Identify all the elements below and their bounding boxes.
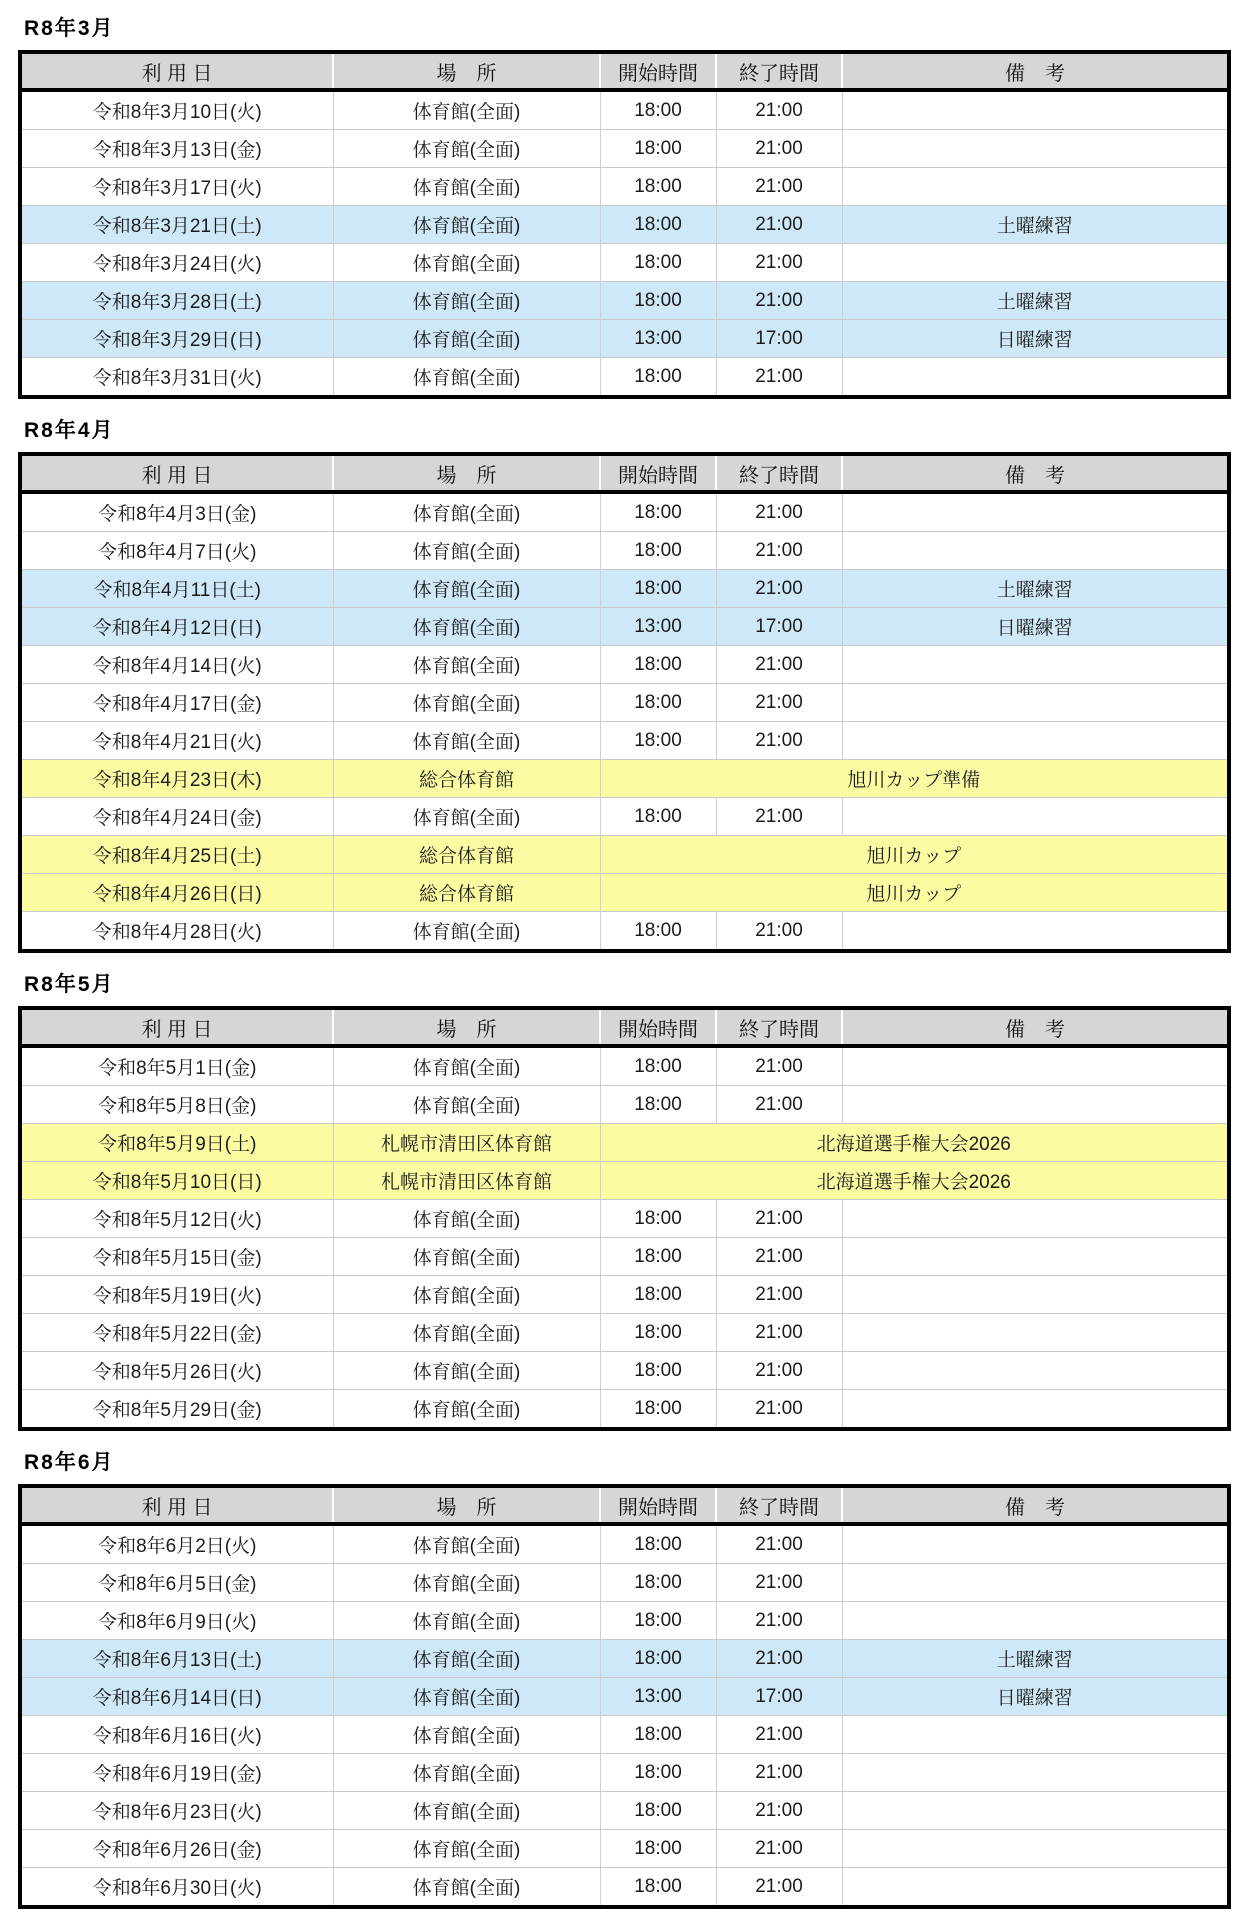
place-cell: 体育館(全面) [333, 1314, 600, 1352]
place-cell: 体育館(全面) [333, 1640, 600, 1678]
date-cell: 令和8年5月8日(金) [20, 1086, 333, 1124]
column-header: 終了時間 [716, 1008, 842, 1046]
start-time-cell: 18:00 [600, 358, 716, 398]
note-cell [842, 1352, 1229, 1390]
table-row [20, 684, 1229, 722]
note-cell: 土曜練習 [842, 1640, 1229, 1678]
start-time-cell: 18:00 [600, 1314, 716, 1352]
end-time-cell: 21:00 [716, 1352, 842, 1390]
note-cell [842, 130, 1229, 168]
place-cell: 体育館(全面) [333, 1754, 600, 1792]
end-time-cell: 21:00 [716, 130, 842, 168]
event-cell: 北海道選手権大会2026 [600, 1124, 1229, 1162]
date-cell: 令和8年5月19日(火) [20, 1276, 333, 1314]
place-cell: 体育館(全面) [333, 90, 600, 130]
note-cell [842, 1564, 1229, 1602]
start-time-cell: 18:00 [600, 798, 716, 836]
table-row [20, 874, 1229, 912]
month-title: R8年4月 [24, 419, 115, 442]
place-cell: 体育館(全面) [333, 358, 600, 398]
end-time-cell: 21:00 [716, 1046, 842, 1086]
note-cell [842, 1046, 1229, 1086]
note-cell [842, 912, 1229, 952]
place-cell: 体育館(全面) [333, 1276, 600, 1314]
table-row [20, 570, 1229, 608]
column-header: 場 所 [333, 1486, 600, 1524]
column-header: 終了時間 [716, 454, 842, 492]
table-row [20, 358, 1229, 398]
table-row [20, 130, 1229, 168]
end-time-cell: 17:00 [716, 320, 842, 358]
note-cell: 土曜練習 [842, 570, 1229, 608]
table-row [20, 722, 1229, 760]
end-time-cell: 21:00 [716, 1200, 842, 1238]
date-cell: 令和8年3月31日(火) [20, 358, 333, 398]
place-cell: 体育館(全面) [333, 912, 600, 952]
start-time-cell: 18:00 [600, 492, 716, 532]
start-time-cell: 18:00 [600, 1524, 716, 1564]
place-cell: 体育館(全面) [333, 608, 600, 646]
place-cell: 総合体育館 [333, 836, 600, 874]
end-time-cell: 21:00 [716, 1390, 842, 1430]
schedule-table [18, 1006, 1231, 1431]
column-header: 利 用 日 [20, 1008, 333, 1046]
start-time-cell: 18:00 [600, 168, 716, 206]
start-time-cell: 18:00 [600, 1200, 716, 1238]
event-cell: 旭川カップ [600, 874, 1229, 912]
schedule-document [18, 12, 1229, 1909]
event-cell: 北海道選手権大会2026 [600, 1162, 1229, 1200]
end-time-cell: 21:00 [716, 244, 842, 282]
date-cell: 令和8年4月26日(日) [20, 874, 333, 912]
end-time-cell: 21:00 [716, 1792, 842, 1830]
place-cell: 体育館(全面) [333, 206, 600, 244]
end-time-cell: 21:00 [716, 1564, 842, 1602]
table-row [20, 1276, 1229, 1314]
month-title: R8年3月 [24, 17, 115, 40]
note-cell: 土曜練習 [842, 282, 1229, 320]
table-row [20, 1564, 1229, 1602]
date-cell: 令和8年3月17日(火) [20, 168, 333, 206]
column-header: 開始時間 [600, 1008, 716, 1046]
month-section [18, 968, 1229, 1431]
note-cell [842, 244, 1229, 282]
start-time-cell: 13:00 [600, 608, 716, 646]
table-row [20, 760, 1229, 798]
place-cell: 体育館(全面) [333, 1086, 600, 1124]
note-cell [842, 492, 1229, 532]
date-cell: 令和8年3月29日(日) [20, 320, 333, 358]
start-time-cell: 18:00 [600, 244, 716, 282]
place-cell: 札幌市清田区体育館 [333, 1162, 600, 1200]
start-time-cell: 18:00 [600, 1046, 716, 1086]
end-time-cell: 21:00 [716, 1640, 842, 1678]
date-cell: 令和8年6月19日(金) [20, 1754, 333, 1792]
table-row [20, 912, 1229, 952]
month-title: R8年6月 [24, 1451, 115, 1474]
date-cell: 令和8年6月16日(火) [20, 1716, 333, 1754]
start-time-cell: 18:00 [600, 1792, 716, 1830]
start-time-cell: 18:00 [600, 1086, 716, 1124]
place-cell: 総合体育館 [333, 760, 600, 798]
table-row [20, 1792, 1229, 1830]
place-cell: 体育館(全面) [333, 168, 600, 206]
date-cell: 令和8年4月17日(金) [20, 684, 333, 722]
end-time-cell: 21:00 [716, 1238, 842, 1276]
note-cell [842, 722, 1229, 760]
note-cell [842, 1716, 1229, 1754]
table-row [20, 1678, 1229, 1716]
date-cell: 令和8年6月26日(金) [20, 1830, 333, 1868]
start-time-cell: 13:00 [600, 320, 716, 358]
start-time-cell: 18:00 [600, 1276, 716, 1314]
place-cell: 体育館(全面) [333, 1792, 600, 1830]
table-row [20, 532, 1229, 570]
start-time-cell: 18:00 [600, 1390, 716, 1430]
note-cell [842, 1524, 1229, 1564]
table-row [20, 1754, 1229, 1792]
date-cell: 令和8年5月15日(金) [20, 1238, 333, 1276]
end-time-cell: 21:00 [716, 1086, 842, 1124]
place-cell: 体育館(全面) [333, 244, 600, 282]
end-time-cell: 21:00 [716, 646, 842, 684]
place-cell: 体育館(全面) [333, 1390, 600, 1430]
place-cell: 体育館(全面) [333, 1830, 600, 1868]
column-header: 利 用 日 [20, 454, 333, 492]
end-time-cell: 21:00 [716, 722, 842, 760]
place-cell: 体育館(全面) [333, 1602, 600, 1640]
end-time-cell: 17:00 [716, 608, 842, 646]
end-time-cell: 21:00 [716, 1524, 842, 1564]
note-cell [842, 798, 1229, 836]
table-row [20, 1830, 1229, 1868]
column-header: 開始時間 [600, 454, 716, 492]
note-cell [842, 1314, 1229, 1352]
column-header: 場 所 [333, 454, 600, 492]
table-row [20, 492, 1229, 532]
note-cell [842, 1754, 1229, 1792]
table-row [20, 206, 1229, 244]
note-cell [842, 532, 1229, 570]
note-cell [842, 646, 1229, 684]
date-cell: 令和8年4月11日(土) [20, 570, 333, 608]
date-cell: 令和8年4月12日(日) [20, 608, 333, 646]
date-cell: 令和8年6月23日(火) [20, 1792, 333, 1830]
table-row [20, 798, 1229, 836]
date-cell: 令和8年5月1日(金) [98, 1058, 257, 1079]
date-cell: 令和8年4月28日(火) [20, 912, 333, 952]
place-cell: 総合体育館 [333, 874, 600, 912]
start-time-cell: 18:00 [600, 1830, 716, 1868]
table-row [20, 1640, 1229, 1678]
table-row [20, 1390, 1229, 1430]
end-time-cell: 21:00 [716, 282, 842, 320]
date-cell: 令和8年6月30日(火) [20, 1868, 333, 1908]
note-cell [842, 1276, 1229, 1314]
column-header: 備 考 [842, 1008, 1229, 1046]
start-time-cell: 18:00 [600, 1868, 716, 1908]
start-time-cell: 18:00 [600, 722, 716, 760]
end-time-cell: 21:00 [716, 1716, 842, 1754]
event-cell: 旭川カップ [600, 836, 1229, 874]
note-cell [842, 1830, 1229, 1868]
date-cell: 令和8年4月25日(土) [20, 836, 333, 874]
start-time-cell: 18:00 [600, 206, 716, 244]
column-header: 開始時間 [600, 1486, 716, 1524]
table-row [20, 90, 1229, 130]
schedule-table [18, 452, 1231, 953]
date-cell: 令和8年5月26日(火) [20, 1352, 333, 1390]
date-cell: 令和8年5月29日(金) [20, 1390, 333, 1430]
note-cell [842, 168, 1229, 206]
table-row [20, 1716, 1229, 1754]
date-cell: 令和8年6月9日(火) [20, 1602, 333, 1640]
date-cell: 令和8年3月21日(土) [20, 206, 333, 244]
table-row [20, 608, 1229, 646]
place-cell: 体育館(全面) [333, 130, 600, 168]
place-cell: 体育館(全面) [333, 1868, 600, 1908]
date-cell: 令和8年5月22日(金) [20, 1314, 333, 1352]
event-cell: 旭川カップ準備 [600, 760, 1229, 798]
table-row [20, 282, 1229, 320]
end-time-cell: 21:00 [716, 206, 842, 244]
start-time-cell: 18:00 [600, 282, 716, 320]
note-cell [842, 1390, 1229, 1430]
end-time-cell: 21:00 [716, 684, 842, 722]
note-cell: 日曜練習 [842, 320, 1229, 358]
end-time-cell: 17:00 [716, 1678, 842, 1716]
table-row [20, 1524, 1229, 1564]
date-cell: 令和8年6月14日(日) [20, 1678, 333, 1716]
end-time-cell: 21:00 [716, 90, 842, 130]
start-time-cell: 18:00 [600, 1754, 716, 1792]
table-row [20, 1352, 1229, 1390]
table-row [20, 320, 1229, 358]
date-cell: 令和8年3月13日(金) [20, 130, 333, 168]
header-row [20, 1008, 1229, 1046]
place-cell: 体育館(全面) [333, 1678, 600, 1716]
start-time-cell: 18:00 [600, 532, 716, 570]
end-time-cell: 21:00 [716, 168, 842, 206]
note-cell: 日曜練習 [842, 1678, 1229, 1716]
note-cell: 日曜練習 [842, 608, 1229, 646]
start-time-cell: 18:00 [600, 912, 716, 952]
place-cell: 体育館(全面) [333, 722, 600, 760]
place-cell: 体育館(全面) [333, 532, 600, 570]
place-cell: 体育館(全面) [333, 646, 600, 684]
schedule-table [18, 50, 1231, 399]
date-cell: 令和8年3月10日(火) [92, 102, 262, 123]
table-row [20, 1046, 1229, 1086]
start-time-cell: 18:00 [600, 1640, 716, 1678]
date-cell: 令和8年5月9日(土) [20, 1124, 333, 1162]
column-header: 終了時間 [716, 1486, 842, 1524]
note-cell [842, 90, 1229, 130]
start-time-cell: 18:00 [600, 684, 716, 722]
column-header: 備 考 [842, 454, 1229, 492]
column-header: 場 所 [333, 52, 600, 90]
start-time-cell: 18:00 [600, 1564, 716, 1602]
start-time-cell: 18:00 [600, 1716, 716, 1754]
table-row [20, 1086, 1229, 1124]
date-cell: 令和8年6月13日(土) [20, 1640, 333, 1678]
start-time-cell: 18:00 [600, 1352, 716, 1390]
table-row [20, 244, 1229, 282]
date-cell: 令和8年6月2日(火) [98, 1536, 257, 1557]
end-time-cell: 21:00 [716, 532, 842, 570]
note-cell: 土曜練習 [842, 206, 1229, 244]
end-time-cell: 21:00 [716, 570, 842, 608]
note-cell [842, 1200, 1229, 1238]
end-time-cell: 21:00 [716, 912, 842, 952]
place-cell: 体育館(全面) [333, 798, 600, 836]
end-time-cell: 21:00 [716, 492, 842, 532]
table-row [20, 836, 1229, 874]
note-cell [842, 1792, 1229, 1830]
table-row [20, 1314, 1229, 1352]
place-cell: 体育館(全面) [333, 1046, 600, 1086]
column-header: 場 所 [333, 1008, 600, 1046]
column-header: 備 考 [842, 52, 1229, 90]
place-cell: 札幌市清田区体育館 [333, 1124, 600, 1162]
end-time-cell: 21:00 [716, 1868, 842, 1908]
month-section [18, 1446, 1229, 1909]
date-cell: 令和8年5月12日(火) [20, 1200, 333, 1238]
month-section [18, 414, 1229, 953]
column-header: 備 考 [842, 1486, 1229, 1524]
note-cell [842, 684, 1229, 722]
note-cell [842, 1868, 1229, 1908]
header-row [20, 454, 1229, 492]
table-row [20, 1602, 1229, 1640]
date-cell: 令和8年3月24日(火) [20, 244, 333, 282]
note-cell [842, 1238, 1229, 1276]
start-time-cell: 18:00 [600, 646, 716, 684]
start-time-cell: 18:00 [600, 1238, 716, 1276]
place-cell: 体育館(全面) [333, 1716, 600, 1754]
start-time-cell: 18:00 [600, 130, 716, 168]
table-row [20, 1868, 1229, 1908]
date-cell: 令和8年4月7日(火) [20, 532, 333, 570]
table-row [20, 1162, 1229, 1200]
end-time-cell: 21:00 [716, 798, 842, 836]
start-time-cell: 13:00 [600, 1678, 716, 1716]
date-cell: 令和8年4月23日(木) [20, 760, 333, 798]
column-header: 終了時間 [716, 52, 842, 90]
schedule-table [18, 1484, 1231, 1909]
note-cell [842, 358, 1229, 398]
place-cell: 体育館(全面) [333, 570, 600, 608]
column-header: 利 用 日 [20, 52, 333, 90]
place-cell: 体育館(全面) [333, 684, 600, 722]
date-cell: 令和8年6月5日(金) [20, 1564, 333, 1602]
end-time-cell: 21:00 [716, 1314, 842, 1352]
start-time-cell: 18:00 [600, 570, 716, 608]
end-time-cell: 21:00 [716, 358, 842, 398]
date-cell: 令和8年4月3日(金) [98, 504, 257, 525]
end-time-cell: 21:00 [716, 1602, 842, 1640]
start-time-cell: 18:00 [600, 1602, 716, 1640]
place-cell: 体育館(全面) [333, 1564, 600, 1602]
date-cell: 令和8年4月21日(火) [20, 722, 333, 760]
header-row [20, 52, 1229, 90]
table-row [20, 1124, 1229, 1162]
date-cell: 令和8年4月24日(金) [20, 798, 333, 836]
column-header: 利 用 日 [20, 1486, 333, 1524]
month-title: R8年5月 [24, 973, 115, 996]
end-time-cell: 21:00 [716, 1830, 842, 1868]
table-row [20, 1200, 1229, 1238]
place-cell: 体育館(全面) [333, 1238, 600, 1276]
place-cell: 体育館(全面) [333, 1200, 600, 1238]
date-cell: 令和8年4月14日(火) [20, 646, 333, 684]
month-section [18, 12, 1229, 399]
column-header: 開始時間 [600, 52, 716, 90]
place-cell: 体育館(全面) [333, 492, 600, 532]
place-cell: 体育館(全面) [333, 1352, 600, 1390]
date-cell: 令和8年5月10日(日) [20, 1162, 333, 1200]
note-cell [842, 1086, 1229, 1124]
table-row [20, 1238, 1229, 1276]
start-time-cell: 18:00 [600, 90, 716, 130]
place-cell: 体育館(全面) [333, 282, 600, 320]
end-time-cell: 21:00 [716, 1754, 842, 1792]
table-row [20, 646, 1229, 684]
table-row [20, 168, 1229, 206]
end-time-cell: 21:00 [716, 1276, 842, 1314]
place-cell: 体育館(全面) [333, 1524, 600, 1564]
place-cell: 体育館(全面) [333, 320, 600, 358]
header-row [20, 1486, 1229, 1524]
date-cell: 令和8年3月28日(土) [20, 282, 333, 320]
note-cell [842, 1602, 1229, 1640]
